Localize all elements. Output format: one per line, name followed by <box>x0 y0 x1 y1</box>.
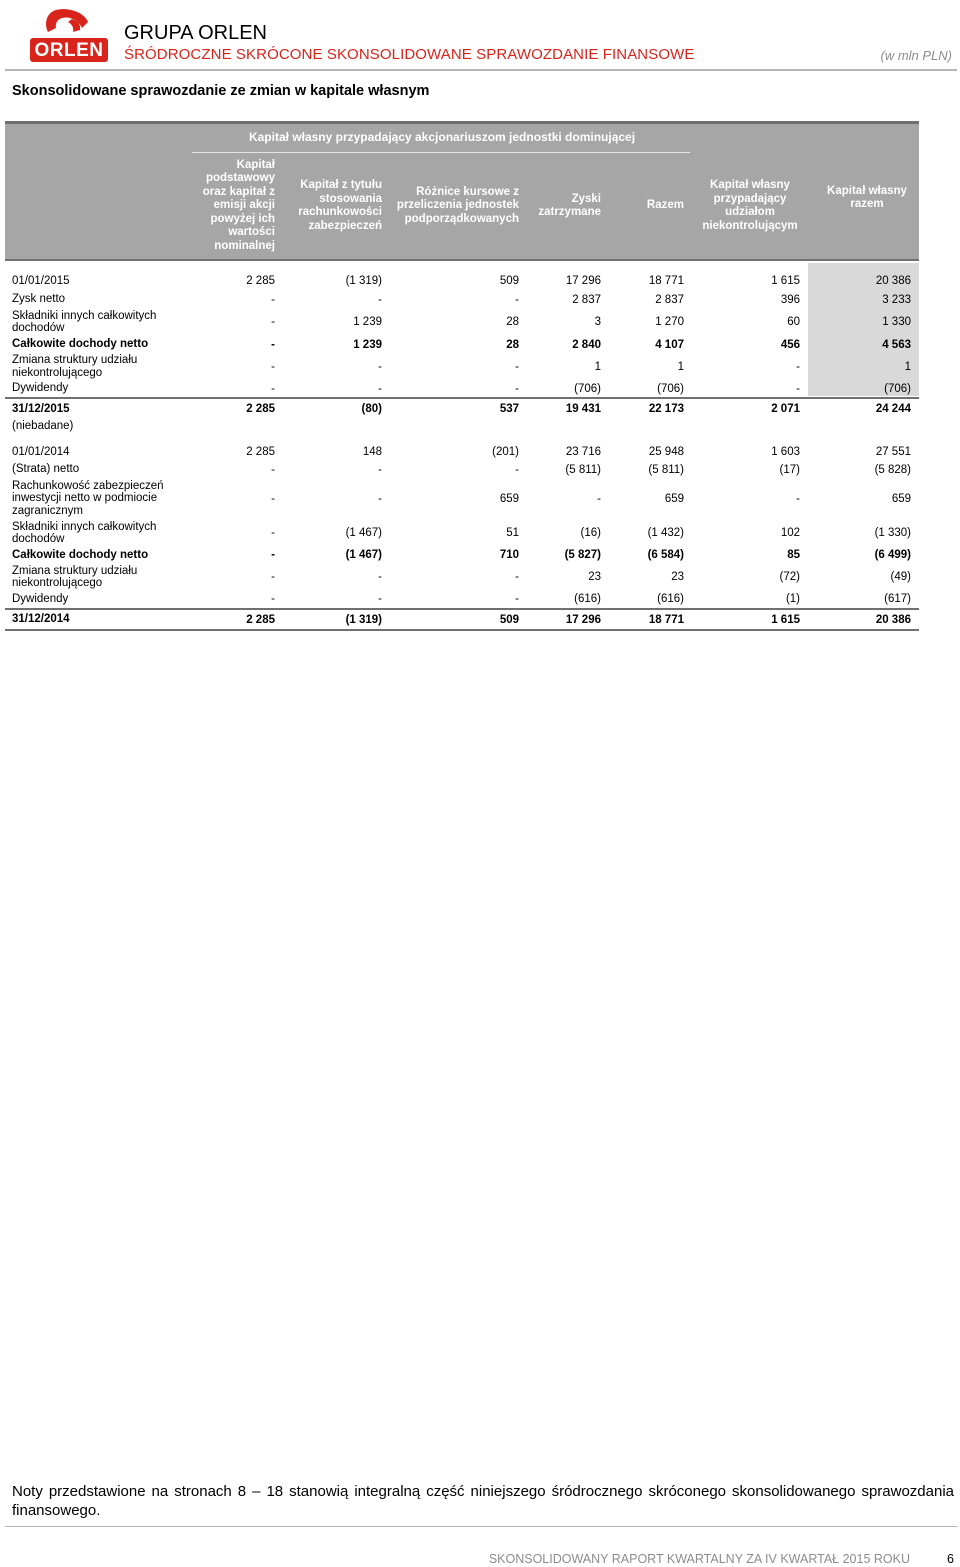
cell-value: 3 233 <box>882 293 911 306</box>
row-label: Zmiana struktury udziału niekontrolującego <box>12 354 138 379</box>
cell-value: 23 <box>671 571 684 583</box>
cell-value: - <box>515 593 519 605</box>
cell-value: (17) <box>779 463 800 476</box>
row-label: Całkowite dochody netto <box>12 548 149 561</box>
cell-value: 2 285 <box>246 403 275 415</box>
column-header-share-capital: Kapitał podstawowy oraz kapitał z emisji akcji powyżej ich wartości nominalnej <box>202 158 275 252</box>
cell-value: - <box>271 571 275 583</box>
table-row <box>5 563 919 591</box>
cell-value: (6 499) <box>874 549 911 561</box>
cell-value: 1 615 <box>771 613 800 626</box>
cell-value: - <box>271 316 275 328</box>
orlen-logo <box>28 6 110 64</box>
cell-value: (617) <box>884 593 911 605</box>
cell-value: - <box>378 293 382 306</box>
footer-divider <box>5 1526 957 1527</box>
row-label: Całkowite dochody netto <box>12 338 149 351</box>
cell-value: - <box>271 360 275 373</box>
table-row <box>5 591 919 607</box>
document-subtitle: ŚRÓDROCZNE SKRÓCONE SKONSOLIDOWANE SPRAWOZDANIE FINANSOWE <box>124 46 695 63</box>
cell-value: 102 <box>780 527 800 539</box>
cell-value: (616) <box>657 593 684 605</box>
table-row <box>5 399 919 419</box>
footnote: Noty przedstawione na stronach 8 – 18 stanowią integralną część niniejszego śródrocznego skróconego skonsolidowanego sprawozdania finansowego. <box>12 1483 954 1519</box>
cell-value: 1 239 <box>353 338 382 351</box>
cell-value: (1 319) <box>345 613 382 626</box>
table-row <box>5 519 919 547</box>
table-row <box>5 380 919 397</box>
cell-value: - <box>515 463 519 476</box>
cell-value: 2 285 <box>246 275 275 287</box>
row-label: 31/12/2015 <box>12 402 70 415</box>
cell-value: - <box>271 338 275 351</box>
cell-value: 396 <box>780 293 800 306</box>
table-row <box>5 610 919 629</box>
cell-value: 2 837 <box>655 293 684 306</box>
cell-value: 1 330 <box>882 316 911 328</box>
row-label: 01/01/2015 <box>12 274 70 287</box>
row-label: Zysk netto <box>12 293 66 306</box>
cell-value: (706) <box>574 382 601 395</box>
table-header-group-rule <box>192 152 690 153</box>
cell-value: (5 827) <box>564 549 601 561</box>
logo-wordmark: ORLEN <box>34 40 104 61</box>
cell-value: 659 <box>891 492 911 505</box>
unaudited-label: (niebadane) <box>12 420 74 432</box>
cell-value: 456 <box>780 338 800 351</box>
cell-value: - <box>271 593 275 605</box>
cell-value: 3 <box>594 316 601 328</box>
cell-value: (706) <box>884 382 911 395</box>
table-row <box>5 291 919 308</box>
cell-value: (5 828) <box>874 463 911 476</box>
cell-value: 22 173 <box>648 403 684 415</box>
cell-value: - <box>271 492 275 505</box>
cell-value: 2 285 <box>246 613 275 626</box>
cell-value: - <box>378 360 382 373</box>
cell-value: 20 386 <box>875 613 911 626</box>
cell-value: - <box>796 382 800 395</box>
cell-value: 509 <box>499 275 519 287</box>
cell-value: 1 270 <box>655 316 684 328</box>
cell-value: - <box>271 549 275 561</box>
cell-value: 60 <box>787 316 800 328</box>
cell-value: 28 <box>506 316 519 328</box>
table-row <box>5 443 919 461</box>
cell-value: (5 811) <box>648 463 684 476</box>
cell-value: (1 467) <box>345 527 382 539</box>
cell-value: 659 <box>664 492 684 505</box>
row-label: Rachunkowość zabezpieczeń inwestycji netto w podmiocie zagranicznym <box>12 479 164 517</box>
cell-value: 23 716 <box>565 446 601 458</box>
cell-value: - <box>515 571 519 583</box>
cell-value: 1 <box>904 360 911 373</box>
row-label: Składniki innych całkowitych dochodów <box>12 309 157 334</box>
cell-value: 1 239 <box>353 316 382 328</box>
cell-value: - <box>378 571 382 583</box>
cell-value: 148 <box>362 446 382 458</box>
table-row <box>5 353 919 380</box>
cell-value: 25 948 <box>648 446 684 458</box>
header-divider <box>5 69 957 71</box>
cell-value: - <box>597 492 601 505</box>
cell-value: 2 840 <box>572 338 601 351</box>
cell-value: 85 <box>787 549 800 561</box>
row-divider-2015 <box>5 397 919 399</box>
table-bottom-rule <box>5 629 919 631</box>
cell-value: 2 837 <box>572 293 601 306</box>
column-header-hedge-accounting: Kapitał z tytułu stosowania rachunkowości zabezpieczeń <box>298 179 382 232</box>
cell-value: - <box>796 360 800 373</box>
cell-value: (1 330) <box>874 527 911 539</box>
cell-value: 1 615 <box>771 275 800 287</box>
row-label: (Strata) netto <box>12 463 80 476</box>
cell-value: - <box>515 293 519 306</box>
cell-value: (80) <box>361 403 382 415</box>
cell-value: (616) <box>574 593 601 605</box>
cell-value: (49) <box>890 571 911 583</box>
row-label: Zmiana struktury udziału niekontrolującego <box>12 564 138 589</box>
row-label: 31/12/2014 <box>12 613 70 626</box>
cell-value: 2 071 <box>771 403 800 415</box>
row-divider-2014 <box>5 608 919 610</box>
row-label: Dywidendy <box>12 382 69 395</box>
column-header-noncontrolling: Kapitał własny przypadający udziałom niekontrolującym <box>702 179 798 232</box>
cell-value: 24 244 <box>875 403 911 415</box>
cell-value: (1) <box>785 593 800 605</box>
column-header-fx-differences: Różnice kursowe z przeliczenia jednostek podporządkowanych <box>396 185 519 225</box>
row-label: 01/01/2014 <box>12 445 70 458</box>
cell-value: 23 <box>588 571 601 583</box>
cell-value: (1 467) <box>345 549 382 561</box>
column-header-retained-earnings: Zyski zatrzymane <box>538 192 601 218</box>
row-label: Składniki innych całkowitych dochodów <box>12 520 157 545</box>
row-label: Dywidendy <box>12 592 69 605</box>
page-number: 6 <box>947 1552 954 1566</box>
cell-value: (5 811) <box>565 463 601 476</box>
cell-value: 17 296 <box>565 613 601 626</box>
cell-value: - <box>515 382 519 395</box>
cell-value: - <box>378 382 382 395</box>
column-header-total: Razem <box>646 199 684 212</box>
cell-value: 509 <box>499 613 519 626</box>
table-row <box>5 547 919 563</box>
table-row <box>5 308 919 336</box>
cell-value: 1 603 <box>771 446 800 458</box>
cell-value: 537 <box>499 403 519 415</box>
cell-value: 2 285 <box>246 446 275 458</box>
cell-value: - <box>796 492 800 505</box>
cell-value: (72) <box>779 571 800 583</box>
table-row <box>5 478 919 519</box>
cell-value: (6 584) <box>647 549 684 561</box>
cell-value: 1 <box>677 360 684 373</box>
table-row <box>5 271 919 291</box>
table-row <box>5 336 919 353</box>
column-header-total-equity: Kapitał własny razem <box>827 184 907 210</box>
cell-value: (706) <box>657 382 684 395</box>
table-row <box>5 461 919 478</box>
cell-value: (1 432) <box>647 527 684 539</box>
cell-value: 18 771 <box>648 613 684 626</box>
cell-value: 4 563 <box>882 338 911 351</box>
cell-value: - <box>271 293 275 306</box>
cell-value: - <box>378 492 382 505</box>
cell-value: - <box>378 463 382 476</box>
table-header-group: Kapitał własny przypadający akcjonariuszom jednostki dominującej <box>248 130 636 144</box>
cell-value: (1 319) <box>345 275 382 287</box>
section-title: Skonsolidowane sprawozdanie ze zmian w kapitale własnym <box>12 83 430 99</box>
company-name: GRUPA ORLEN <box>124 22 267 44</box>
currency-unit: (w mln PLN) <box>880 48 952 63</box>
report-name: SKONSOLIDOWANY RAPORT KWARTALNY ZA IV KWARTAŁ 2015 ROKU <box>488 1552 910 1566</box>
cell-value: 1 <box>594 360 601 373</box>
cell-value: - <box>515 360 519 373</box>
cell-value: 19 431 <box>565 403 601 415</box>
cell-value: 710 <box>499 549 519 561</box>
cell-value: 18 771 <box>648 275 684 287</box>
cell-value: 27 551 <box>875 446 911 458</box>
cell-value: 51 <box>506 527 519 539</box>
cell-value: 28 <box>506 338 519 351</box>
cell-value: (16) <box>580 527 601 539</box>
cell-value: 4 107 <box>655 338 684 351</box>
cell-value: - <box>378 593 382 605</box>
cell-value: - <box>271 463 275 476</box>
cell-value: (201) <box>492 446 519 458</box>
cell-value: - <box>271 382 275 395</box>
cell-value: - <box>271 527 275 539</box>
cell-value: 17 296 <box>565 275 601 287</box>
cell-value: 20 386 <box>875 275 911 287</box>
cell-value: 659 <box>499 492 519 505</box>
